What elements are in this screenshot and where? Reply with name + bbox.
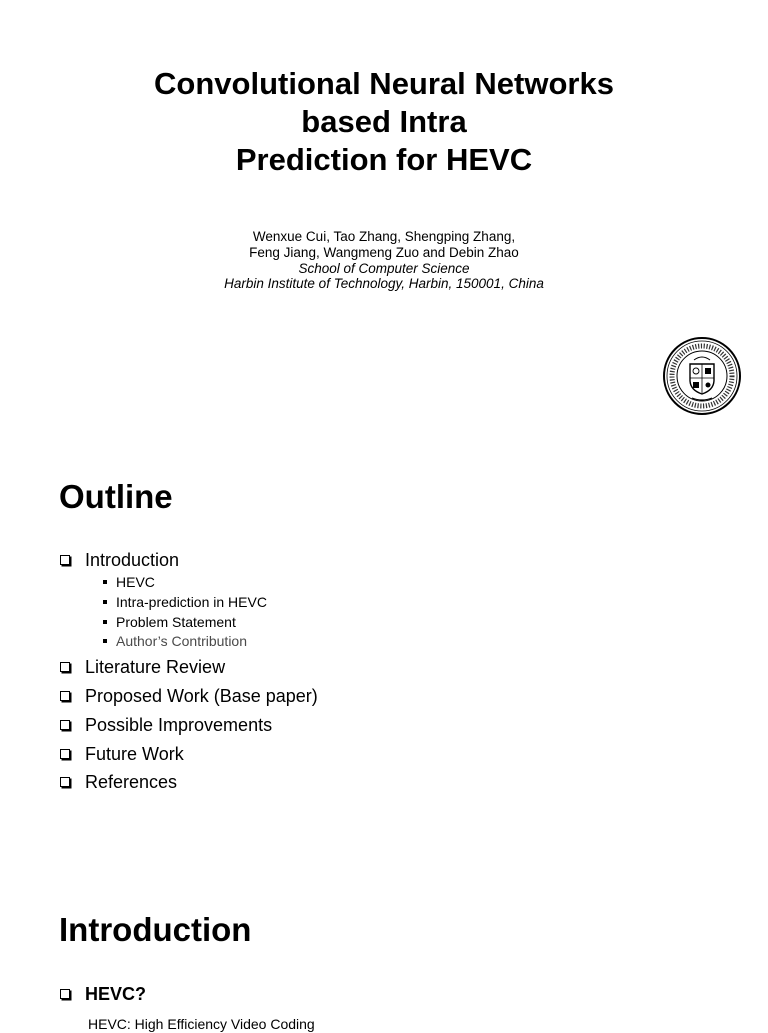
intro-partial-line: HEVC: High Efficiency Video Coding: [88, 1016, 315, 1032]
affiliation-line-1: School of Computer Science: [298, 261, 470, 276]
outline-subitem-authors-contribution: [103, 632, 247, 650]
square-bullet-icon: [103, 600, 107, 604]
introduction-heading: Introduction: [59, 911, 252, 948]
checkbox-bullet-icon: [60, 749, 70, 759]
outline-item-label: Proposed Work (Base paper): [85, 686, 318, 706]
outline-item-label: References: [85, 772, 178, 792]
outline-item-label: Introduction: [85, 550, 180, 570]
checkbox-bullet-icon: [60, 691, 70, 701]
outline-item-introduction: [60, 549, 179, 571]
intro-bullet-label: HEVC?: [85, 984, 147, 1004]
title-line-2: based Intra: [301, 104, 467, 139]
outline-item-label: Possible Improvements: [85, 715, 273, 735]
outline-item-future-work: [60, 743, 184, 765]
outline-subitem-label: HEVC: [116, 574, 155, 590]
outline-subitem-label: Problem Statement: [116, 614, 236, 630]
checkbox-bullet-icon: [60, 777, 70, 787]
outline-subitem-label: Intra-prediction in HEVC: [116, 594, 267, 610]
affiliation-line-2: Harbin Institute of Technology, Harbin, 150001, China: [224, 276, 544, 291]
introduction-slide: [0, 880, 768, 1032]
outline-subitem-problem-statement: [103, 613, 236, 631]
checkbox-bullet-icon: [60, 662, 70, 672]
outline-item-label: Literature Review: [85, 657, 226, 677]
checkbox-bullet-icon: [60, 720, 70, 730]
checkbox-bullet-icon: [60, 989, 70, 999]
authors-line-2: Feng Jiang, Wangmeng Zuo and Debin Zhao: [249, 245, 519, 260]
outline-subitem-hevc: [103, 573, 155, 591]
outline-slide: [0, 440, 768, 880]
university-seal-icon: [662, 336, 742, 416]
intro-bullet-hevc: [60, 983, 146, 1005]
outline-subitem-label: Author’s Contribution: [116, 633, 248, 649]
title-line-3: Prediction for HEVC: [235, 142, 533, 177]
outline-item-references: [60, 771, 177, 793]
checkbox-bullet-icon: [60, 555, 70, 565]
outline-item-possible-improvements: [60, 714, 272, 736]
outline-heading: Outline: [59, 478, 173, 515]
square-bullet-icon: [103, 580, 107, 584]
outline-item-literature-review: [60, 656, 225, 678]
square-bullet-icon: [103, 620, 107, 624]
square-bullet-icon: [103, 639, 107, 643]
outline-item-proposed-work: [60, 685, 318, 707]
outline-item-label: Future Work: [85, 744, 184, 764]
authors-line-1: Wenxue Cui, Tao Zhang, Shengping Zhang,: [252, 229, 516, 244]
title-line-1: Convolutional Neural Networks: [154, 66, 614, 101]
title-slide: [0, 0, 768, 440]
outline-subitem-intra-prediction: [103, 593, 267, 611]
